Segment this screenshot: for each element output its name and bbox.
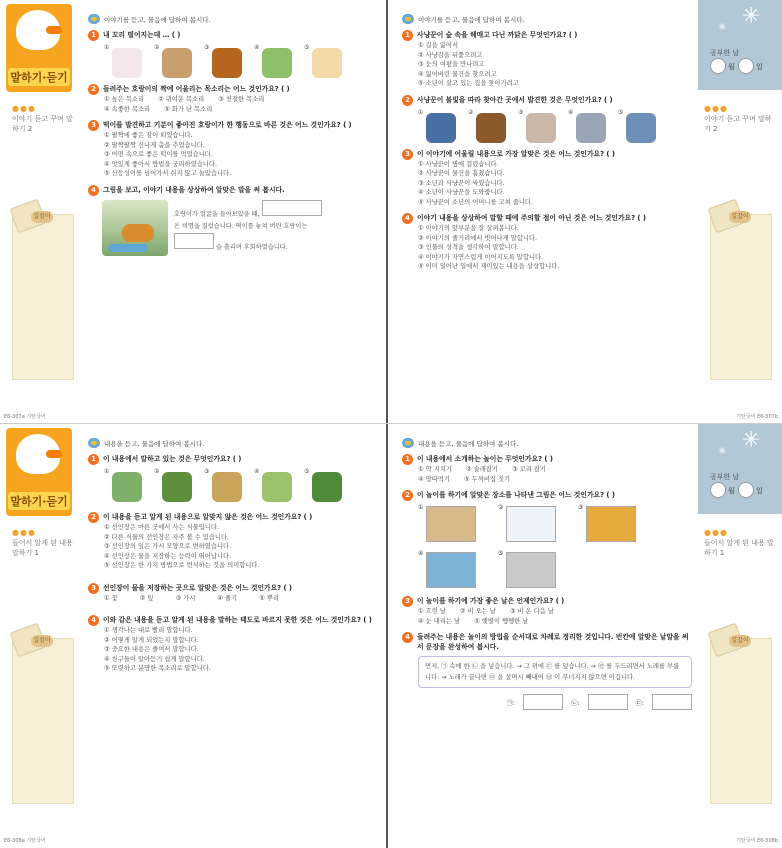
question-number: 2 <box>402 95 413 106</box>
question-3 <box>402 596 692 626</box>
day-input[interactable] <box>738 482 754 498</box>
question-number: 2 <box>88 512 99 523</box>
date-panel <box>698 424 782 514</box>
spread-divider <box>0 423 782 424</box>
question-number: 1 <box>402 454 413 465</box>
option[interactable]: ⑤ 화가 난 목소리 <box>164 105 213 113</box>
day-input[interactable] <box>738 58 754 74</box>
page-content <box>88 14 378 262</box>
choice-castle[interactable]: ③ <box>518 109 560 143</box>
pig-icon <box>312 48 342 78</box>
blank-label: ㉢: <box>635 699 644 707</box>
question-3 <box>402 149 692 208</box>
tiger-scene-illustration <box>102 200 168 256</box>
castle-icon <box>526 113 556 143</box>
unit-title: 이야기 듣고 꾸며 말하기 2 <box>704 115 772 133</box>
month-input[interactable] <box>710 58 726 74</box>
sticker: 길잡이 <box>729 211 751 223</box>
question-text: 그림을 보고, 이야기 내용을 상상하여 알맞은 말을 써 봅시다. <box>103 185 285 194</box>
answer-input-3[interactable] <box>652 694 692 710</box>
question-2 <box>88 84 378 114</box>
unit-title: 들어서 알게 된 내용 말하기 1 <box>12 539 73 557</box>
bee-icon <box>88 438 100 448</box>
option[interactable]: ② 사냥꾼이 물건을 훔쳤습니다. <box>418 170 505 177</box>
story-text: 호랑이가 얼굴을 들어보았을 때, <box>174 210 260 218</box>
road-icon <box>506 552 556 588</box>
question-text: 선인장이 물을 저장하는 곳으로 알맞은 것은 어느 것인가요? ( ) <box>103 583 293 592</box>
day-label: 일 <box>756 487 763 495</box>
question-text: 사냥꾼이 불빛을 따라 찾아간 곳에서 발견한 것은 무엇인가요? ( ) <box>417 95 613 104</box>
option[interactable]: ③ 꼬리 잡기 <box>511 466 546 473</box>
question-number: 2 <box>402 490 413 501</box>
choice-plant-4[interactable]: ④ <box>254 468 296 502</box>
instruction-text: 이야기를 듣고, 물음에 답하여 봅시다. <box>418 15 525 24</box>
choice-plant-2[interactable]: ② <box>154 468 196 502</box>
image-choices <box>402 504 692 590</box>
option[interactable]: ① 흐린 날 <box>418 608 446 615</box>
dots-icon: ●●● <box>704 104 728 113</box>
bee-icon <box>402 14 414 24</box>
snowflake-icon: ✳ <box>742 4 761 29</box>
bee-icon <box>88 14 100 24</box>
image-choices <box>88 44 378 78</box>
option[interactable]: ② 비 오는 날 <box>459 608 496 615</box>
option[interactable]: ④ 맛있게 좋아서 방법을 궁리하였습니다. <box>104 160 217 168</box>
option[interactable]: ⑤ 선인장은 한 가지 방법으로 번식하는 것을 의미합니다. <box>104 562 260 569</box>
beak-icon <box>46 450 62 458</box>
question-1 <box>402 30 692 89</box>
option[interactable]: ① 팔짝에 좋은 잠이 떠었습니다. <box>104 132 193 139</box>
logo-title: 말하기·듣기 <box>8 492 70 510</box>
bee-icon <box>402 438 414 448</box>
lighthouse-icon <box>626 113 656 143</box>
option[interactable]: ③ 선인장의 잎은 가시 모양으로 변하였습니다. <box>104 543 232 550</box>
instruction <box>402 14 692 24</box>
water-icon <box>108 244 148 252</box>
snowflake-icon: ✳ <box>742 428 761 453</box>
choice-fox[interactable]: ③ <box>204 44 246 78</box>
beach-icon <box>426 552 476 588</box>
choice-house-1[interactable]: ① <box>418 109 460 143</box>
question-text: 들려주는 내용은 놀이의 방법을 순서대로 차례로 정리한 것입니다. 빈칸에 알맞은 낱말을 써서 문장을 완성하여 봅시다. <box>417 633 689 651</box>
option[interactable]: ① 딱 지치기 <box>418 466 452 473</box>
page-footer: 기탄국어 E6-308b <box>736 838 778 844</box>
blank-label: ㉡: <box>571 699 580 707</box>
dots-icon: ●●● <box>12 104 36 113</box>
option[interactable]: ③ 어떤 속으로 좋은 떡이를 먹었습니다. <box>104 151 213 158</box>
question-text: 이야기 내용을 상상하여 말할 때에 주의할 점이 아닌 것은 어느 것인가요? ( ) <box>417 214 646 222</box>
option[interactable]: ② 이야기의 줄거리에서 벗어나게 말합니다. <box>418 234 538 242</box>
story-text: 은 비명을 질렀습니다. 떡이를 놓쳐 버린 호랑이는 <box>174 222 308 230</box>
question-4 <box>402 632 692 710</box>
story-text: 슬 흘리며 후회하였습니다. <box>215 243 288 251</box>
option[interactable]: ② 다른 식물의 선인장은 자주 볼 수 있습니다. <box>104 533 230 541</box>
image-choices <box>402 109 692 143</box>
question-text: 내 꼬리 떨어지는데 … ( ) <box>103 31 181 39</box>
sticker: 길잡이 <box>729 635 751 647</box>
tiger-icon <box>122 224 154 242</box>
book-spine <box>386 0 388 424</box>
option[interactable]: ④ 눈 내리는 날 <box>418 617 461 625</box>
beak-icon <box>46 26 62 34</box>
instruction <box>402 438 692 448</box>
option[interactable]: ③ 인물의 성격을 생각하여 말합니다. <box>418 244 519 251</box>
unit-title: 이야기 듣고 꾸며 말하기 2 <box>12 115 73 133</box>
option[interactable]: ④ 소년이 사냥꾼을 도와줍니다. <box>418 189 505 196</box>
question-2 <box>402 490 692 590</box>
sticker: 길잡이 <box>31 211 53 223</box>
question-number: 3 <box>88 120 99 131</box>
answer-input-1[interactable] <box>523 694 563 710</box>
question-text: 떡이를 발견하고 기분이 좋아진 호랑이가 한 행동으로 바른 것은 어느 것인가요? ( ) <box>103 121 352 129</box>
instruction-text: 내용을 듣고, 물음에 답하여 봅시다. <box>104 439 205 448</box>
logo <box>6 428 72 516</box>
option[interactable]: ① 꽃 <box>104 594 118 602</box>
sticky-note <box>12 214 74 380</box>
palm-tree-icon <box>312 472 342 502</box>
snowfield-icon <box>506 506 556 542</box>
date-panel <box>698 0 782 90</box>
woodcutter-icon <box>162 48 192 78</box>
instruction <box>88 438 378 448</box>
choice-beach[interactable]: ④ <box>418 550 478 590</box>
sticky-note <box>12 638 74 804</box>
question-text: 이 내용에서 소개하는 놀이는 무엇인가요? ( ) <box>417 455 553 463</box>
answer-input-2[interactable] <box>588 694 628 710</box>
image-choices <box>88 468 378 502</box>
logo <box>6 4 72 92</box>
question-number: 1 <box>88 454 99 465</box>
choice-house-2[interactable]: ② <box>468 109 510 143</box>
option[interactable]: ② 귀여운 목소리 <box>158 96 205 103</box>
choice-rabbit[interactable]: ① <box>104 44 146 78</box>
question-number: 3 <box>402 149 413 160</box>
option[interactable]: ④ 선인장은 물을 저장하는 능력이 뛰어납니다. <box>104 552 232 560</box>
option[interactable]: ⑤ 햇볕이 쨍쨍한 날 <box>474 617 529 625</box>
choice-plant-3[interactable]: ③ <box>204 468 246 502</box>
right-sidebar <box>696 424 782 848</box>
month-label: 월 <box>728 63 735 71</box>
instruction <box>88 14 378 24</box>
bamboo-icon <box>262 472 292 502</box>
option[interactable]: ⑤ 산등성이를 넘어가서 쉬지 않고 놀았습니다. <box>104 170 232 177</box>
instruction-text: 이야기를 듣고, 물음에 답하여 봅시다. <box>104 15 211 24</box>
option[interactable]: ④ 이야기가 자연스럽게 이어지도록 말합니다. <box>418 253 544 261</box>
question-number: 4 <box>88 185 99 196</box>
option[interactable]: ④ 친구들이 알아듣기 쉽게 말합니다. <box>104 655 205 663</box>
snowflake-icon: ✳ <box>718 446 727 457</box>
question-4 <box>88 615 378 674</box>
question-number: 3 <box>88 583 99 594</box>
grass-icon <box>212 472 242 502</box>
left-sidebar <box>0 424 80 848</box>
option[interactable]: ① 이야기의 앞부분을 잘 살펴봅니다. <box>418 225 519 232</box>
option[interactable]: ⑤ 두꺼비집 짓기 <box>463 475 511 483</box>
cave-icon <box>426 506 476 542</box>
answer-blank-1[interactable] <box>262 200 322 216</box>
question-3 <box>88 583 378 604</box>
dots-icon: ●●● <box>704 528 728 537</box>
option[interactable]: ① 선인장은 마른 곳에서 사는 식물입니다. <box>104 524 219 531</box>
instruction-text: 내용을 듣고, 물음에 답하여 봅시다. <box>418 439 519 448</box>
question-text: 이 놀이를 하기에 알맞은 장소를 나타낸 그림은 어느 것인가요? ( ) <box>417 491 615 499</box>
question-number: 4 <box>402 632 413 643</box>
answer-blanks <box>402 694 692 710</box>
choice-room[interactable]: ③ <box>578 504 638 544</box>
logo-title: 말하기·듣기 <box>8 68 70 86</box>
question-number: 3 <box>402 596 413 607</box>
choice-lighthouse[interactable]: ⑤ <box>618 109 660 143</box>
option[interactable]: ③ 친절한 목소리 <box>218 96 265 103</box>
option[interactable]: ① 길을 잃어서 <box>418 42 459 49</box>
question-text: 들려주는 호랑이의 짝에 어울리는 목소리는 어느 것인가요? ( ) <box>103 85 290 93</box>
day-label: 일 <box>756 63 763 71</box>
workbook-page-2 <box>392 0 782 424</box>
study-day-label: 공부한 날 <box>710 49 740 57</box>
room-icon <box>586 506 636 542</box>
month-label: 월 <box>728 487 735 495</box>
choice-plant-5[interactable]: ⑤ <box>304 468 346 502</box>
right-sidebar <box>696 0 782 424</box>
workbook-page-4 <box>392 424 782 848</box>
house-icon <box>426 113 456 143</box>
question-2 <box>88 512 378 571</box>
option[interactable]: ② 어떻게 알게 되었는지 말합니다. <box>104 636 199 644</box>
passage-box: 먼저, ㉠ 속에 한 ㉡ 을 넣습니다. → 그 위에 ㉢ 를 덮습니다. → ㉣ 를 두드리면서 노래를 부릅니다. → 노래가 끝나면 ㉤ 을 살며시 빼내어 ㉥ 이 무너지지 않으면 이깁니다. <box>418 656 692 688</box>
question-1 <box>88 30 378 78</box>
question-number: 1 <box>88 30 99 41</box>
option[interactable]: ⑤ 소년이 살고 있는 집을 찾아가려고 <box>418 80 519 87</box>
question-number: 1 <box>402 30 413 41</box>
option[interactable]: ② 사냥감을 뒤쫓으려고 <box>418 51 483 59</box>
cactus-icon <box>162 472 192 502</box>
choice-person[interactable]: ② <box>154 44 196 78</box>
option[interactable]: ② 팔짝팔짝 신나게 춤을 추었습니다. <box>104 141 205 149</box>
tower-icon <box>576 113 606 143</box>
workbook-page-3 <box>0 424 386 848</box>
choice-tower[interactable]: ④ <box>568 109 610 143</box>
option[interactable]: ④ 땅따먹기 <box>418 475 450 483</box>
page-footer: E6-307a 기탄국어 <box>4 414 46 420</box>
option[interactable]: ③ 중요한 내용은 줄여서 말합니다. <box>104 646 199 653</box>
option[interactable]: ⑤ 이미 일어난 일에서 재미있는 내용을 상상합니다. <box>418 263 560 270</box>
choice-plant-1[interactable]: ① <box>104 468 146 502</box>
option[interactable]: ③ 눈의 여왕을 만나려고 <box>418 61 485 68</box>
unit-title: 들어서 알게 된 내용 말하기 1 <box>704 539 774 557</box>
girl-icon <box>262 48 292 78</box>
page-footer: E6-308a 기탄국어 <box>4 838 46 844</box>
study-day-label: 공부한 날 <box>710 473 740 481</box>
blank-label: ㉠: <box>506 699 516 707</box>
option[interactable]: ① 사냥꾼이 병에 걸렸습니다. <box>418 160 499 168</box>
question-number: 4 <box>88 615 99 626</box>
sticky-note <box>710 638 772 804</box>
choice-snow[interactable]: ② <box>498 504 558 544</box>
workbook-page-1 <box>0 0 386 424</box>
question-text: 이 놀이를 하기에 가장 좋은 날은 언제인가요? ( ) <box>417 597 565 605</box>
question-text: 이와 같은 내용을 듣고 알게 된 내용을 말하는 태도로 바르지 못한 것은 어느 것인가요? ( ) <box>103 616 372 624</box>
option[interactable]: ② 잎 <box>139 594 154 602</box>
option[interactable]: ① 생각나는 대로 빨리 말합니다. <box>104 627 193 634</box>
snowflake-icon: ✳ <box>718 22 727 33</box>
choice-cave[interactable]: ① <box>418 504 478 544</box>
sticker: 길잡이 <box>31 635 53 647</box>
rabbit-icon <box>112 48 142 78</box>
option[interactable]: ④ 속좋한 목소리 <box>104 105 151 113</box>
question-3 <box>88 120 378 179</box>
option[interactable]: ③ 가시 <box>175 594 196 602</box>
choice-road[interactable]: ⑤ <box>498 550 558 590</box>
left-sidebar <box>0 0 80 424</box>
option[interactable]: ③ 비 온 다음 날 <box>509 608 554 615</box>
option[interactable]: ④ 줄기 <box>217 594 238 602</box>
question-4 <box>88 185 378 256</box>
option[interactable]: ④ 잃어버린 물건을 찾으려고 <box>418 70 497 78</box>
option[interactable]: ⑤ 뿌리 <box>259 594 279 602</box>
question-4 <box>402 213 692 272</box>
sticky-note <box>710 214 772 380</box>
book-spine <box>386 424 388 848</box>
question-number: 2 <box>88 84 99 95</box>
choice-pig[interactable]: ⑤ <box>304 44 346 78</box>
choice-girl[interactable]: ④ <box>254 44 296 78</box>
dots-icon: ●●● <box>12 528 36 537</box>
cabin-icon <box>476 113 506 143</box>
page-footer: 기탄국어 E6-307b <box>736 414 778 420</box>
question-1 <box>88 454 378 502</box>
question-text: 이 내용에서 말하고 있는 것은 무엇인가요? ( ) <box>103 455 242 463</box>
question-2 <box>402 95 692 143</box>
page-content <box>402 14 692 278</box>
question-text: 이 이야기에 어울릴 내용으로 가장 알맞은 것은 어느 것인가요? ( ) <box>417 149 615 158</box>
answer-blank-2[interactable] <box>174 233 214 249</box>
orchid-icon <box>112 472 142 502</box>
option[interactable]: ② 술래잡기 <box>465 466 498 473</box>
option[interactable]: ③ 소년과 사냥꾼이 싸웠습니다. <box>418 179 505 187</box>
option[interactable]: ⑤ 또렷하고 분명한 목소리로 말합니다. <box>104 665 211 672</box>
question-text: 이 내용을 듣고 알게 된 내용으로 알맞지 않은 것은 어느 것인가요? ( ) <box>103 513 313 521</box>
month-input[interactable] <box>710 482 726 498</box>
page-content <box>88 438 378 680</box>
question-1 <box>402 454 692 484</box>
page-content <box>402 438 692 716</box>
fox-icon <box>212 48 242 78</box>
option[interactable]: ⑤ 사냥꾼이 소년의 어머니를 고쳐 줍니다. <box>418 198 533 206</box>
option[interactable]: ① 높은 목소리 <box>104 96 145 103</box>
question-text: 사냥꾼이 숲 속을 헤매고 다닌 까닭은 무엇인가요? ( ) <box>417 31 578 39</box>
question-number: 4 <box>402 213 413 224</box>
